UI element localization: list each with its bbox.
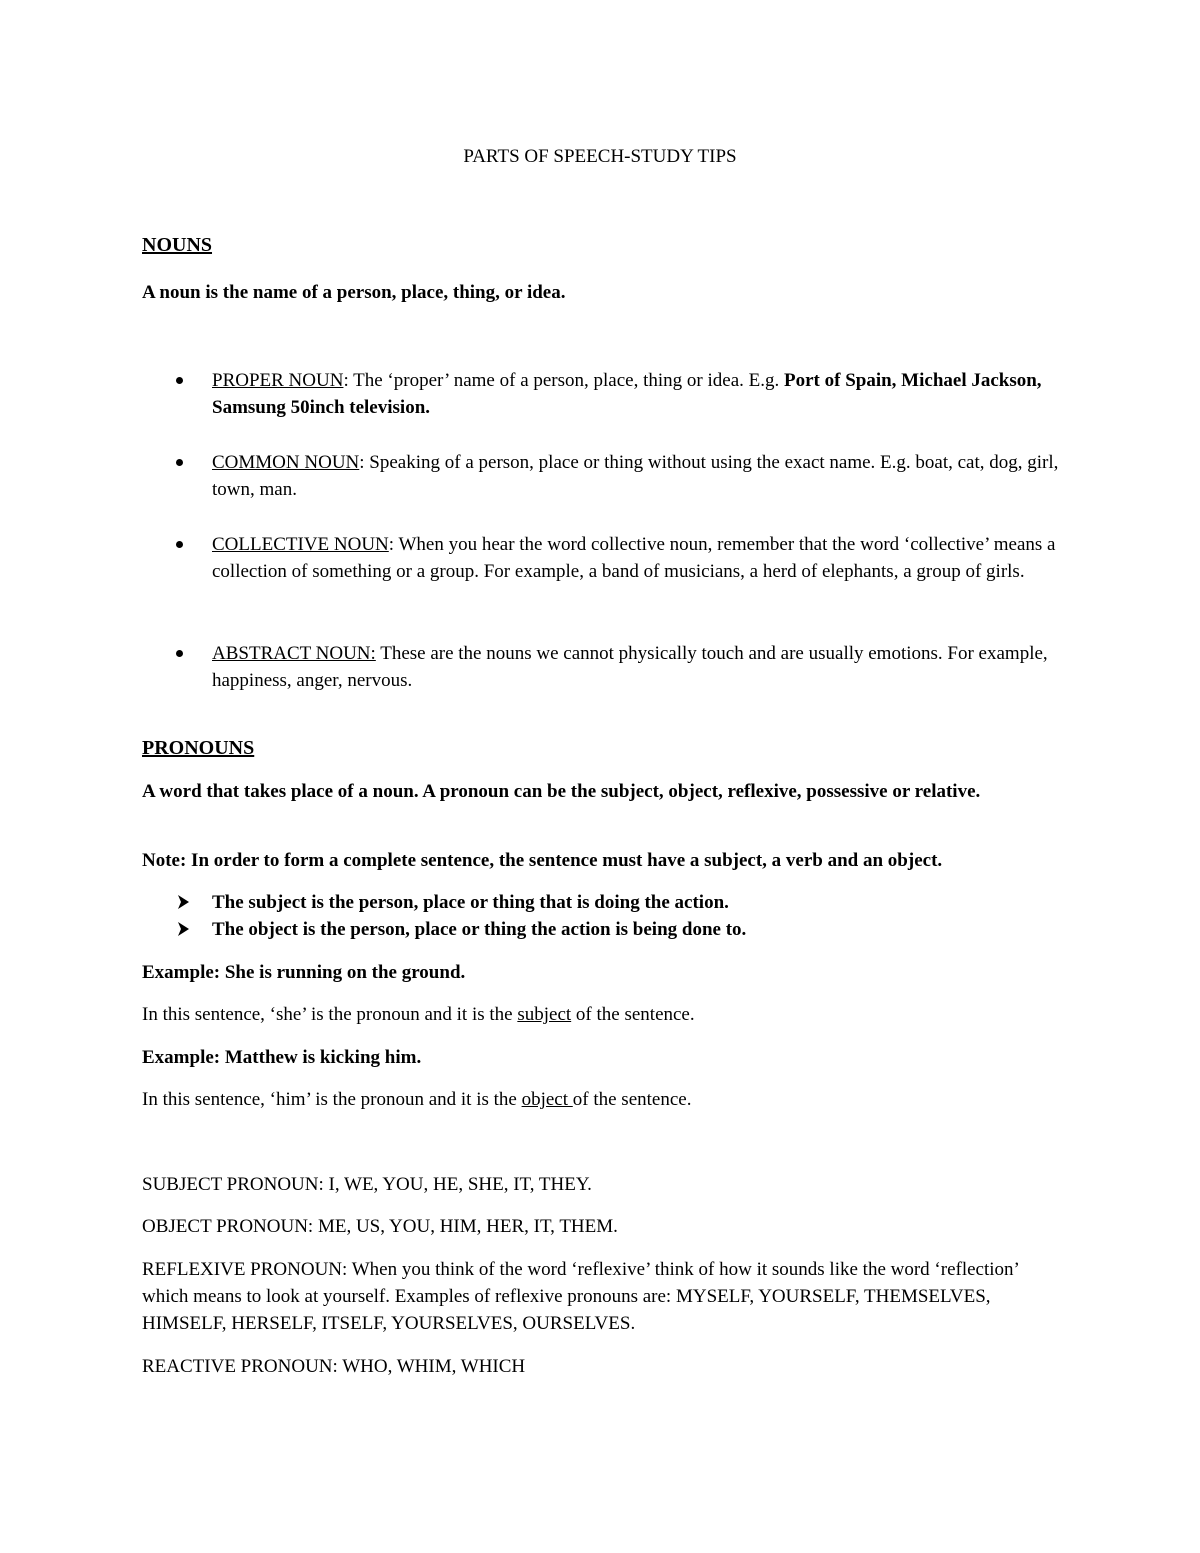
pronouns-heading: PRONOUNS <box>142 737 255 759</box>
noun-definition: A noun is the name of a person, place, thing, or idea. <box>142 282 566 303</box>
proper-noun-item: PROPER NOUN: The ‘proper’ name of a person, place, thing or idea. E.g. Port of Spain, Michael Jackson, Samsung 50inch television. <box>212 370 1042 418</box>
example-one-explanation: In this sentence, ‘she’ is the pronoun and it is the subject of the sentence. <box>142 1004 695 1025</box>
bullet-icon <box>174 367 188 381</box>
object-underlined: object <box>521 1089 573 1110</box>
example-two-explanation: In this sentence, ‘him’ is the pronoun and it is the object of the sentence. <box>142 1089 692 1110</box>
pronoun-definition: A word that takes place of a noun. A pronoun can be the subject, object, reflexive, possessive or relative. <box>142 781 981 802</box>
nouns-heading: NOUNS <box>142 234 213 256</box>
proper-noun-examples: Port of Spain, Michael Jackson, Samsung 50inch television. <box>212 370 1042 418</box>
bullet-icon <box>174 449 188 463</box>
common-noun-term: COMMON NOUN <box>212 452 360 473</box>
abstract-noun-item <box>212 640 1072 694</box>
collective-noun-text: When you hear the word collective noun, remember that the word ‘collective’ means a collection of something or a group. For example, a band of musicians, a herd of elephants, a group of girls. <box>212 534 1056 582</box>
bullet-icon <box>174 640 188 654</box>
subject-pronoun-list: SUBJECT PRONOUN: I, WE, YOU, HE, SHE, IT, THEY. <box>142 1174 592 1195</box>
object-explanation: The object is the person, place or thing the action is being done to. <box>212 919 747 940</box>
example-two: Example: Matthew is kicking him. <box>142 1047 422 1068</box>
abstract-noun-text: These are the nouns we cannot physically touch and are usually emotions. For example, happiness, anger, nervous. <box>212 643 1048 691</box>
proper-noun-term: PROPER NOUN <box>212 370 344 391</box>
arrow-bullet-icon <box>176 889 196 911</box>
object-pronoun-list: OBJECT PRONOUN: ME, US, YOU, HIM, HER, IT, THEM. <box>142 1216 618 1237</box>
subject-underlined: subject <box>517 1004 572 1025</box>
reflexive-pronoun-paragraph: REFLEXIVE PRONOUN: When you think of the word ‘reflexive’ think of how it sounds like the word ‘reflection’ which means to look at yourself. Examples of reflexive pronouns are: MYSELF, YOURSELF, THEMSELVES, HIMSELF, HERSELF, ITSELF, YOURSELVES, OURSELVES. <box>142 1259 1019 1334</box>
pronoun-note: Note: In order to form a complete sentence, the sentence must have a subject, a verb and an object. <box>142 850 943 871</box>
arrow-bullet-icon <box>176 916 196 938</box>
collective-noun-item: COLLECTIVE NOUN: When you hear the word collective noun, remember that the word ‘collective’ means a collection of something or a group. For example, a band of musicians, a herd of elephants, a group of girls. <box>212 534 1056 582</box>
collective-noun-term: COLLECTIVE NOUN <box>212 534 389 555</box>
proper-noun-text: The ‘proper’ name of a person, place, thing or idea. E.g. <box>348 370 784 391</box>
common-noun-item: COMMON NOUN: Speaking of a person, place or thing without using the exact name. E.g. boat, cat, dog, girl, town, man. <box>212 452 1059 500</box>
document-title: PARTS OF SPEECH-STUDY TIPS <box>463 146 737 167</box>
example-one: Example: She is running on the ground. <box>142 962 466 983</box>
subject-explanation: The subject is the person, place or thing that is doing the action. <box>212 892 729 913</box>
bullet-icon <box>174 531 188 545</box>
common-noun-text: Speaking of a person, place or thing without using the exact name. E.g. boat, cat, dog, girl, town, man. <box>212 452 1059 500</box>
abstract-noun-term: ABSTRACT NOUN: <box>212 643 376 664</box>
reactive-pronoun-list: REACTIVE PRONOUN: WHO, WHIM, WHICH <box>142 1356 526 1377</box>
